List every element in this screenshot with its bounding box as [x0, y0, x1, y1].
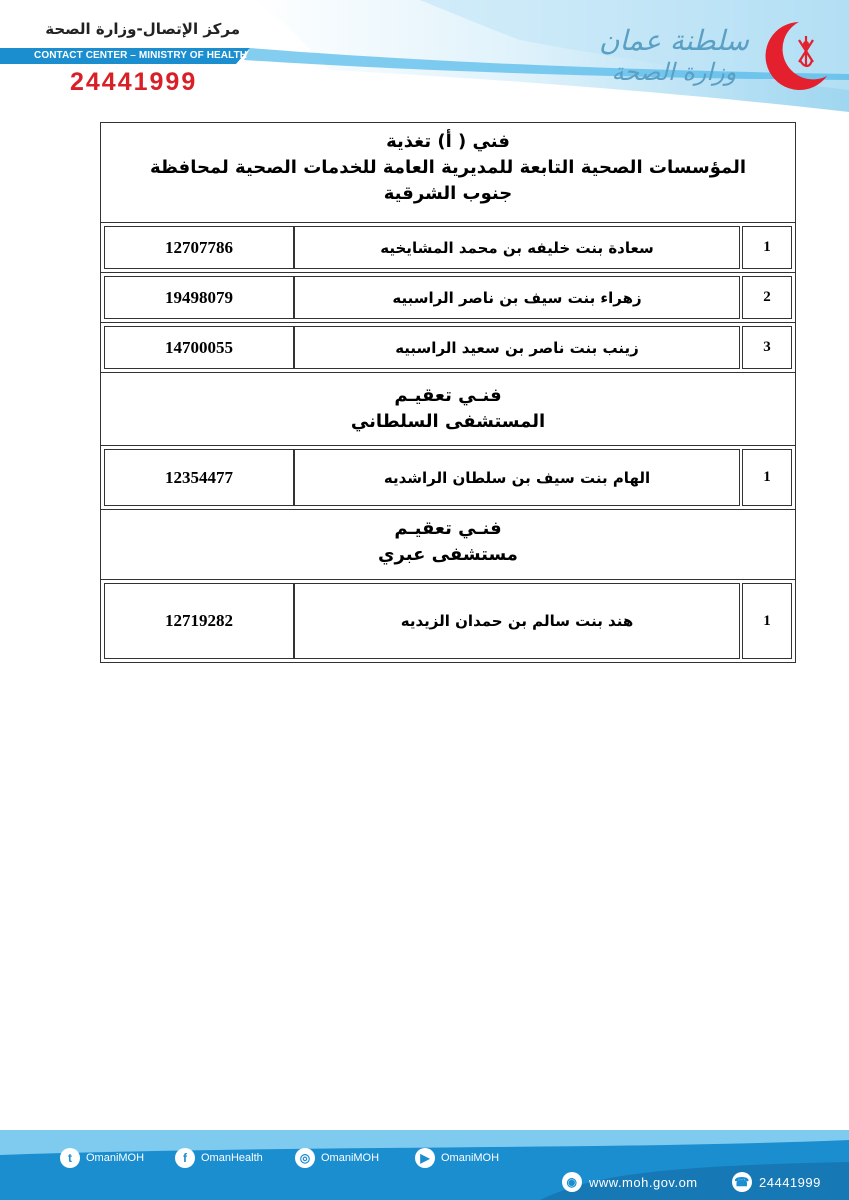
logo-line-sultanate: سلطنة عمان	[598, 24, 749, 57]
row-number: 3	[742, 326, 792, 369]
footer-social-youtube[interactable]	[415, 1148, 499, 1168]
row-name: زينب بنت ناصر بن سعيد الراسبيه	[294, 326, 740, 369]
phone-icon: ☎	[732, 1172, 752, 1192]
nominees-table	[100, 122, 796, 663]
section-header-sterilization-sultani	[101, 373, 795, 446]
contact-center-arabic: مركز الإتصال-وزارة الصحة	[45, 20, 240, 38]
footer-phone[interactable]	[732, 1172, 821, 1192]
ministry-crescent-emblem-icon	[755, 18, 831, 94]
section-subtitle-cont: جنوب الشرقية	[383, 183, 513, 204]
contact-center-phone: 24441999	[70, 68, 198, 96]
row-id: 12707786	[104, 226, 294, 269]
youtube-icon: ▶	[415, 1148, 435, 1168]
instagram-icon: ◎	[295, 1148, 315, 1168]
row-number: 1	[742, 583, 792, 659]
section-subtitle: مستشفى عبري	[378, 544, 518, 565]
row-id: 12354477	[104, 449, 294, 506]
table-row	[101, 223, 795, 273]
footer-social-twitter[interactable]	[60, 1148, 144, 1168]
social-handle: OmanHealth	[201, 1152, 263, 1164]
row-number: 2	[742, 276, 792, 319]
section-title: فنـي تعقيـم	[394, 518, 502, 539]
row-name: سعادة بنت خليفه بن محمد المشايخيه	[294, 226, 740, 269]
website-url: www.moh.gov.om	[589, 1174, 698, 1190]
social-handle: OmaniMOH	[321, 1152, 380, 1164]
row-name: هند بنت سالم بن حمدان الزيديه	[294, 583, 740, 659]
table-row	[101, 273, 795, 323]
page-header	[0, 0, 849, 112]
row-id: 19498079	[104, 276, 294, 319]
ministry-logo-text	[599, 24, 749, 86]
footer-website[interactable]	[562, 1172, 698, 1192]
section-subtitle: المؤسسات الصحية التابعة للمديرية العامة للخدمات الصحية لمحافظة	[149, 157, 747, 178]
row-name: الهام بنت سيف بن سلطان الراشديه	[294, 449, 740, 506]
section-title: فنـي تعقيـم	[394, 385, 502, 406]
footer-social-instagram[interactable]	[295, 1148, 379, 1168]
facebook-icon: f	[175, 1148, 195, 1168]
table-row	[101, 446, 795, 510]
table-row	[101, 323, 795, 373]
footer-phone-number: 24441999	[759, 1174, 821, 1190]
row-id: 14700055	[104, 326, 294, 369]
table-row	[101, 580, 795, 662]
globe-icon: ◉	[562, 1172, 582, 1192]
row-number: 1	[742, 226, 792, 269]
section-subtitle: المستشفى السلطاني	[350, 411, 546, 432]
section-header-nutrition	[101, 123, 795, 223]
logo-line-ministry: وزارة الصحة	[611, 58, 737, 86]
row-number: 1	[742, 449, 792, 506]
contact-center-english: CONTACT CENTER – MINISTRY OF HEALTH	[34, 50, 248, 61]
page-footer	[0, 1100, 849, 1200]
twitter-icon: t	[60, 1148, 80, 1168]
footer-social-facebook[interactable]	[175, 1148, 263, 1168]
social-handle: OmaniMOH	[86, 1152, 145, 1164]
section-title: فني ( أ) تغذية	[386, 131, 510, 152]
row-id: 12719282	[104, 583, 294, 659]
social-handle: OmaniMOH	[441, 1152, 500, 1164]
section-header-sterilization-ibri	[101, 510, 795, 580]
row-name: زهراء بنت سيف بن ناصر الراسبيه	[294, 276, 740, 319]
